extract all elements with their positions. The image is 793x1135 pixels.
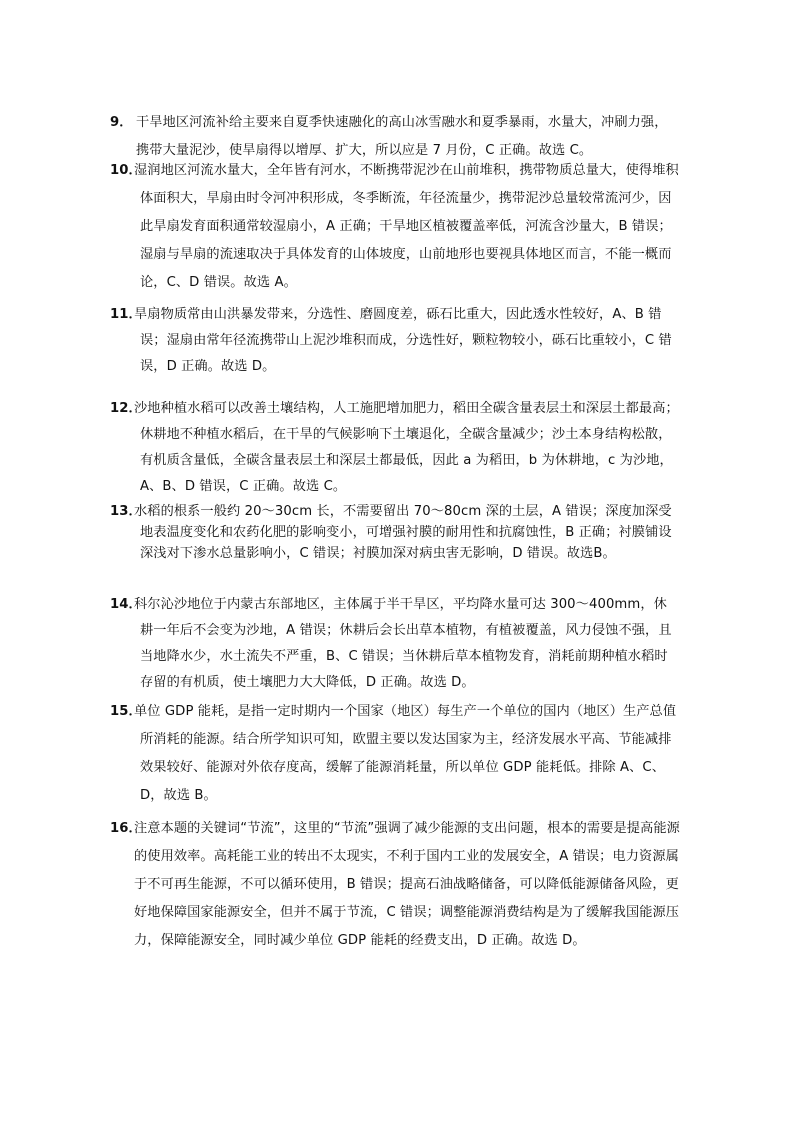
item-number: 12． <box>110 401 142 416</box>
item-number: 9． <box>110 115 133 130</box>
item-number: 16． <box>110 821 142 836</box>
answer-item-15 <box>110 698 680 810</box>
item-text: 水稻的根系一般约 20～30cm 长，不需要留出 70～80cm 深的土层，A 错误；深度加深受地表温度变化和农药化肥的影响变小，可增强衬膜的耐用性和抗腐蚀性，B 正确；衬膜铺设深浅对下渗水总量影响小，C 错误；衬膜加深对病虫害无影响，D 错误。故选B。 <box>134 504 672 561</box>
item-number: 14． <box>110 597 142 612</box>
answer-item-12 <box>110 396 680 500</box>
item-text: 干旱地区河流补给主要来自夏季快速融化的高山冰雪融水和夏季暴雨，水量大，冲刷力强，携带大量泥沙，使旱扇得以增厚、扩大，所以应是 7 月份，C 正确。故选 C。 <box>136 115 668 158</box>
item-text: 旱扇物质常由山洪暴发带来，分选性、磨圆度差，砾石比重大，因此透水性较好，A、B 错误；湿扇由常年径流携带山上泥沙堆积而成，分选性好，颗粒物较小，砾石比重较小，C 错误，D 正确。故选 D。 <box>134 307 672 374</box>
item-number: 10． <box>110 163 142 178</box>
answer-item-13 <box>110 501 680 564</box>
item-number: 15． <box>110 704 142 719</box>
answer-item-11 <box>110 302 680 380</box>
item-text: 科尔沁沙地位于内蒙古东部地区，主体属于半干旱区，平均降水量可达 300～400mm，休耕一年后不会变为沙地，A 错误；休耕后会长出草本植物，有植被覆盖，风力侵蚀不强，且当地降水少，水土流失不严重，B、C 错误；当休耕后草本植物发育，消耗前期种植水稻时存留的有机质，使土壤肥力大大降低，D 正确。故选 D。 <box>134 597 672 690</box>
item-text: 单位 GDP 能耗，是指一定时期内一个国家（地区）每生产一个单位的国内（地区）生产总值所消耗的能源。结合所学知识可知，欧盟主要以发达国家为主，经济发展水平高、节能减排效果较好、能源对外依存度高，缓解了能源消耗量，所以单位 GDP 能耗低。排除 A、C、D，故选 B。 <box>134 704 677 803</box>
answer-item-14 <box>110 592 680 696</box>
item-number: 13． <box>110 504 142 519</box>
answer-item-10 <box>110 157 680 297</box>
item-number: 11． <box>110 307 142 322</box>
item-text: 沙地种植水稻可以改善土壤结构，人工施肥增加肥力，稻田全碳含量表层土和深层土都最高；休耕地不种植水稻后，在干旱的气候影响下土壤退化，全碳含量减少；沙土本身结构松散，有机质含量低，全碳含量表层土和深层土都最低，因此 a 为稻田，b 为休耕地，c 为沙地，A、B、D 错误，C 正确。故选 C。 <box>134 401 679 494</box>
item-text: 注意本题的关键词“节流”，这里的“节流”强调了减少能源的支出问题，根本的需要是提高能源的使用效率。高耗能工业的转出不太现实，不利于国内工业的发展安全，A 错误；电力资源属于不可再生能源，不可以循环使用，B 错误；提高石油战略储备，可以降低能源储备风险，更好地保障国家能源安全，但并不属于节流，C 错误；调整能源消费结构是为了缓解我国能源压力，保障能源安全，同时减少单位 GDP 能耗的经费支出，D 正确。故选 D。 <box>134 821 680 948</box>
item-text: 湿润地区河流水量大，全年皆有河水，不断携带泥沙在山前堆积，携带物质总量大，使得堆积体面积大，旱扇由时令河冲积形成，冬季断流，年径流量少，携带泥沙总量较常流河少，因此旱扇发育面积通常较湿扇小，A 正确；干旱地区植被覆盖率低，河流含沙量大，B 错误；湿扇与旱扇的流速取决于具体发育的山体坡度，山前地形也要视具体地区而言，不能一概而论，C、D 错误。故选 A。 <box>134 163 679 290</box>
answer-item-16 <box>110 815 680 955</box>
